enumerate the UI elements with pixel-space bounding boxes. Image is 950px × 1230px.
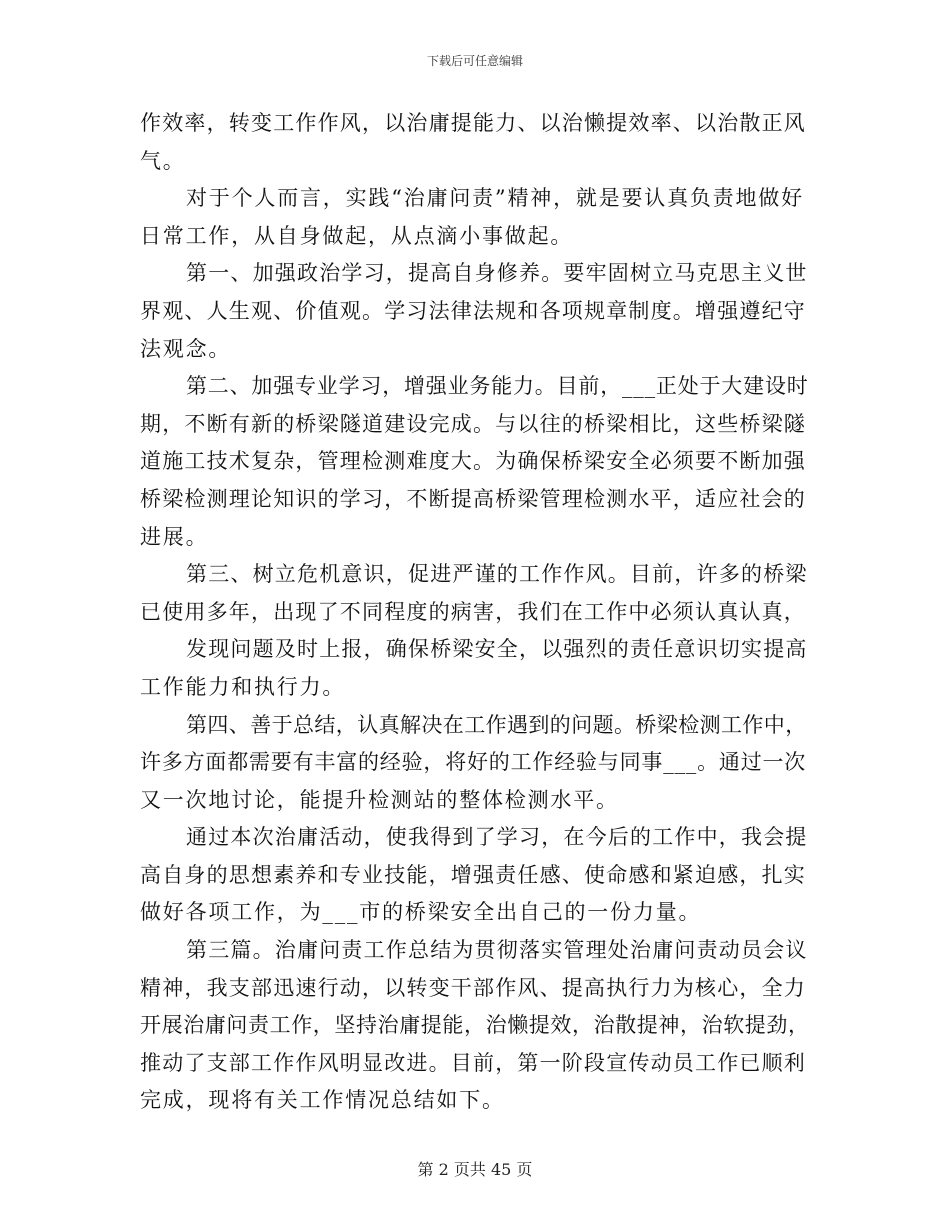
text-line: 期，不断有新的桥梁隧道建设完成。与以往的桥梁相比，这些桥梁隧 <box>140 411 806 436</box>
page-footer: 第 2 页共 45 页 <box>417 1160 533 1179</box>
text-line: 界观、人生观、价值观。学习法律法规和各项规章制度。增强遵纪守 <box>140 298 806 323</box>
text-line: 日常工作，从自身做起，从点滴小事做起。 <box>140 223 574 248</box>
text-line: 第三篇。治庸问责工作总结为贯彻落实管理处治庸问责动员会议 <box>186 938 808 963</box>
text-line: 工作能力和执行力。 <box>140 674 346 699</box>
text-line: 推动了支部工作作风明显改进。目前，第一阶段宣传动员工作已顺利 <box>140 1050 806 1075</box>
document-body <box>140 105 810 1120</box>
text-line: 高自身的思想素养和专业技能，增强责任感、使命感和紧迫感，扎实 <box>140 862 806 887</box>
text-line: 又一次地讨论，能提升检测站的整体检测水平。 <box>140 787 619 812</box>
text-line: 发现问题及时上报，确保桥梁安全，以强烈的责任意识切实提高 <box>186 637 808 662</box>
text-line: 许多方面都需要有丰富的经验，将好的工作经验与同事___。通过一次 <box>140 750 807 775</box>
text-line: 已使用多年，出现了不同程度的病害，我们在工作中必须认真认真， <box>140 599 806 624</box>
text-line: 完成，现将有关工作情况总结如下。 <box>140 1088 505 1113</box>
text-line: 开展治庸问责工作，坚持治庸提能，治懒提效，治散提神，治软提劲， <box>140 1013 810 1038</box>
text-line: 通过本次治庸活动，使我得到了学习，在今后的工作中，我会提 <box>186 825 808 850</box>
text-line: 第四、善于总结，认真解决在工作遇到的问题。桥梁检测工作中， <box>186 712 807 737</box>
text-line: 做好各项工作，为___市的桥梁安全出自己的一份力量。 <box>140 900 702 925</box>
text-line: 进展。 <box>140 524 209 549</box>
text-line: 作效率，转变工作作风，以治庸提能力、以治懒提效率、以治散正风 <box>140 111 806 135</box>
text-line: 第一、加强政治学习，提高自身修养。要牢固树立马克思主义世 <box>186 261 808 286</box>
text-line: 第二、加强专业学习，增强业务能力。目前，___正处于大建设时 <box>186 374 809 399</box>
text-line: 法观念。 <box>140 336 232 361</box>
text-line: 道施工技术复杂，管理检测难度大。为确保桥梁安全必须要不断加强 <box>140 449 806 474</box>
text-line: 桥梁检测理论知识的学习，不断提高桥梁管理检测水平，适应社会的 <box>140 486 806 511</box>
text-line: 对于个人而言，实践“治庸问责”精神，就是要认真负责地做好 <box>186 186 804 211</box>
text-line: 气。 <box>140 148 186 173</box>
page-header: 下载后可任意编辑 <box>426 54 523 68</box>
text-line: 精神，我支部迅速行动，以转变干部作风、提高执行力为核心，全力 <box>140 975 806 1000</box>
text-line: 第三、树立危机意识，促进严谨的工作作风。目前，许多的桥梁 <box>186 562 808 587</box>
